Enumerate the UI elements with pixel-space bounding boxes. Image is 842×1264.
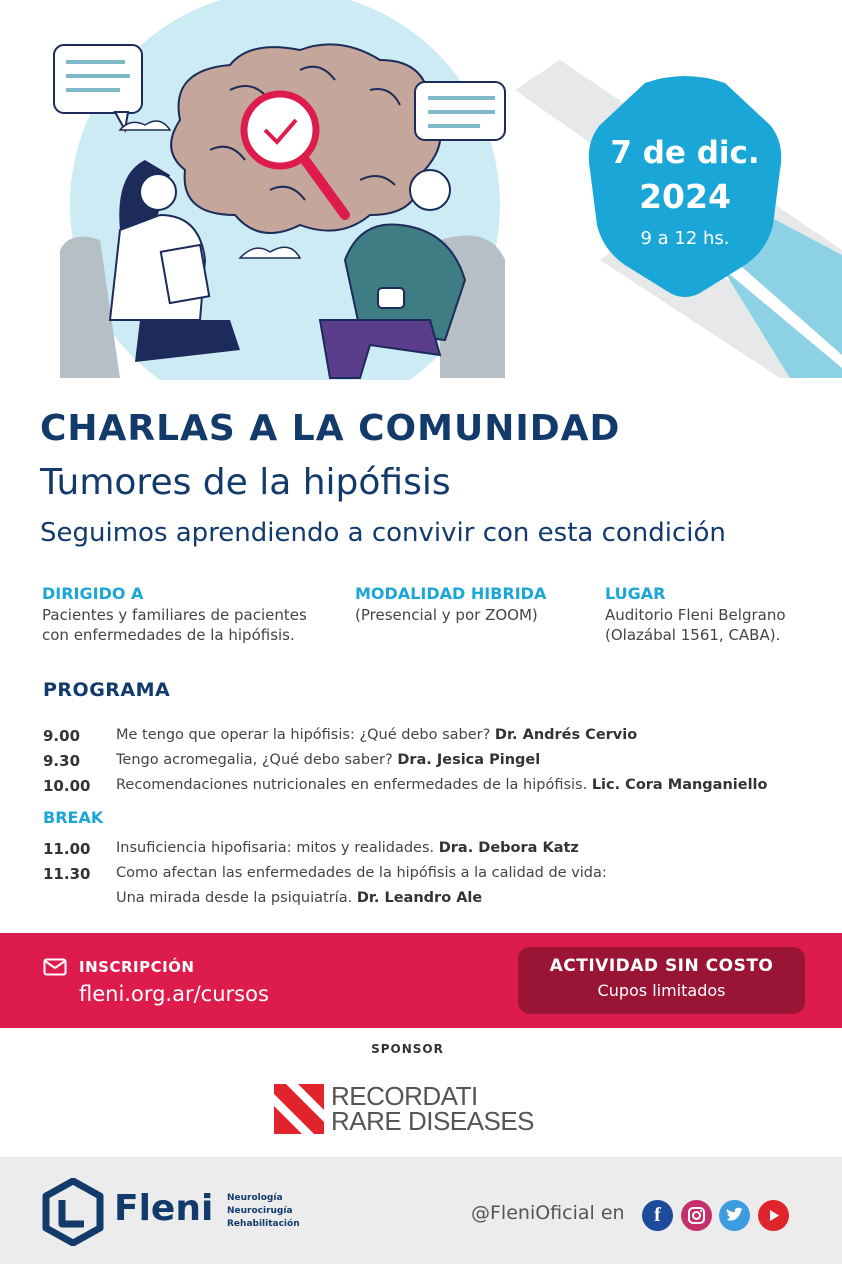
program-time: 9.00 xyxy=(43,727,81,745)
event-time: 9 a 12 hs. xyxy=(640,228,730,249)
audience-line1: Pacientes y familiares de pacientes xyxy=(42,606,307,624)
place-line2: (Olazábal 1561, CABA). xyxy=(605,626,781,644)
twitter-icon[interactable] xyxy=(719,1200,750,1231)
sponsor-name-line1: RECORDATI xyxy=(331,1081,478,1111)
page-title: CHARLAS A LA COMUNIDAD xyxy=(40,408,621,449)
program-time: 10.00 xyxy=(43,777,91,795)
recordati-logo-icon xyxy=(274,1084,324,1138)
program-speaker: Dr. Leandro Ale xyxy=(356,890,483,906)
event-date-day: 7 de dic. xyxy=(610,135,760,171)
facebook-icon[interactable]: f xyxy=(642,1200,673,1231)
fleni-sub-neurosurgery: Neurocirugía xyxy=(227,1206,293,1216)
fleni-brand: Fleni xyxy=(114,1188,214,1229)
sponsor-name-line2: RARE DISEASES xyxy=(331,1106,535,1136)
social-handle: @FleniOficial en xyxy=(471,1202,625,1224)
date-badge xyxy=(585,75,785,300)
sponsor-label: SPONSOR xyxy=(371,1042,444,1056)
page-subtitle: Tumores de la hipófisis xyxy=(40,462,451,503)
modality-block xyxy=(355,584,546,625)
program-time: 11.30 xyxy=(43,865,91,883)
registration-link[interactable]: fleni.org.ar/cursos xyxy=(79,982,269,1006)
program-item: Me tengo que operar la hipófisis: ¿Qué debo saber? Dr. Andrés Cervio xyxy=(116,727,638,743)
program-item: Recomendaciones nutricionales en enfermedades de la hipófisis. Lic. Cora Manganiello xyxy=(116,777,768,793)
program-time: 9.30 xyxy=(43,752,81,770)
audience-heading: DIRIGIDO A xyxy=(42,584,144,603)
event-date-year: 2024 xyxy=(639,177,731,216)
place-line1: Auditorio Fleni Belgrano xyxy=(605,606,786,624)
modality-heading: MODALIDAD HIBRIDA xyxy=(355,584,547,603)
fleni-sub-neurology: Neurología xyxy=(227,1193,283,1203)
audience-line2: con enfermedades de la hipófisis. xyxy=(42,626,295,644)
tagline: Seguimos aprendiendo a convivir con esta condición xyxy=(40,518,726,548)
program-speaker: Dra. Jesica Pingel xyxy=(397,752,541,768)
break-label: BREAK xyxy=(43,808,104,827)
program-speaker: Dra. Debora Katz xyxy=(438,840,579,856)
program-title: PROGRAMA xyxy=(43,679,171,701)
registration-label: INSCRIPCIÓN xyxy=(79,958,195,976)
instagram-icon[interactable] xyxy=(681,1200,712,1231)
program-item-continued: Una mirada desde la psiquiatría. Dr. Leandro Ale xyxy=(116,890,483,906)
audience-block xyxy=(42,584,307,645)
program-speaker: Lic. Cora Manganiello xyxy=(591,777,768,793)
program-item: Como afectan las enfermedades de la hipófisis a la calidad de vida: xyxy=(116,865,607,881)
place-heading: LUGAR xyxy=(605,584,666,603)
program-speaker: Dr. Andrés Cervio xyxy=(494,727,638,743)
free-activity-title: ACTIVIDAD SIN COSTO xyxy=(549,956,774,976)
program-item: Tengo acromegalia, ¿Qué debo saber? Dra. Jesica Pingel xyxy=(116,752,541,768)
place-block xyxy=(605,584,786,645)
program-item: Insuficiencia hipofisaria: mitos y realidades. Dra. Debora Katz xyxy=(116,840,579,856)
youtube-icon[interactable] xyxy=(758,1200,789,1231)
modality-line1: (Presencial y por ZOOM) xyxy=(355,606,538,624)
fleni-logo-icon xyxy=(42,1178,104,1250)
program-time: 11.00 xyxy=(43,840,91,858)
fleni-sub-rehabilitation: Rehabilitación xyxy=(227,1219,300,1229)
free-activity-subtitle: Cupos limitados xyxy=(597,981,726,1000)
mail-icon xyxy=(43,958,67,980)
